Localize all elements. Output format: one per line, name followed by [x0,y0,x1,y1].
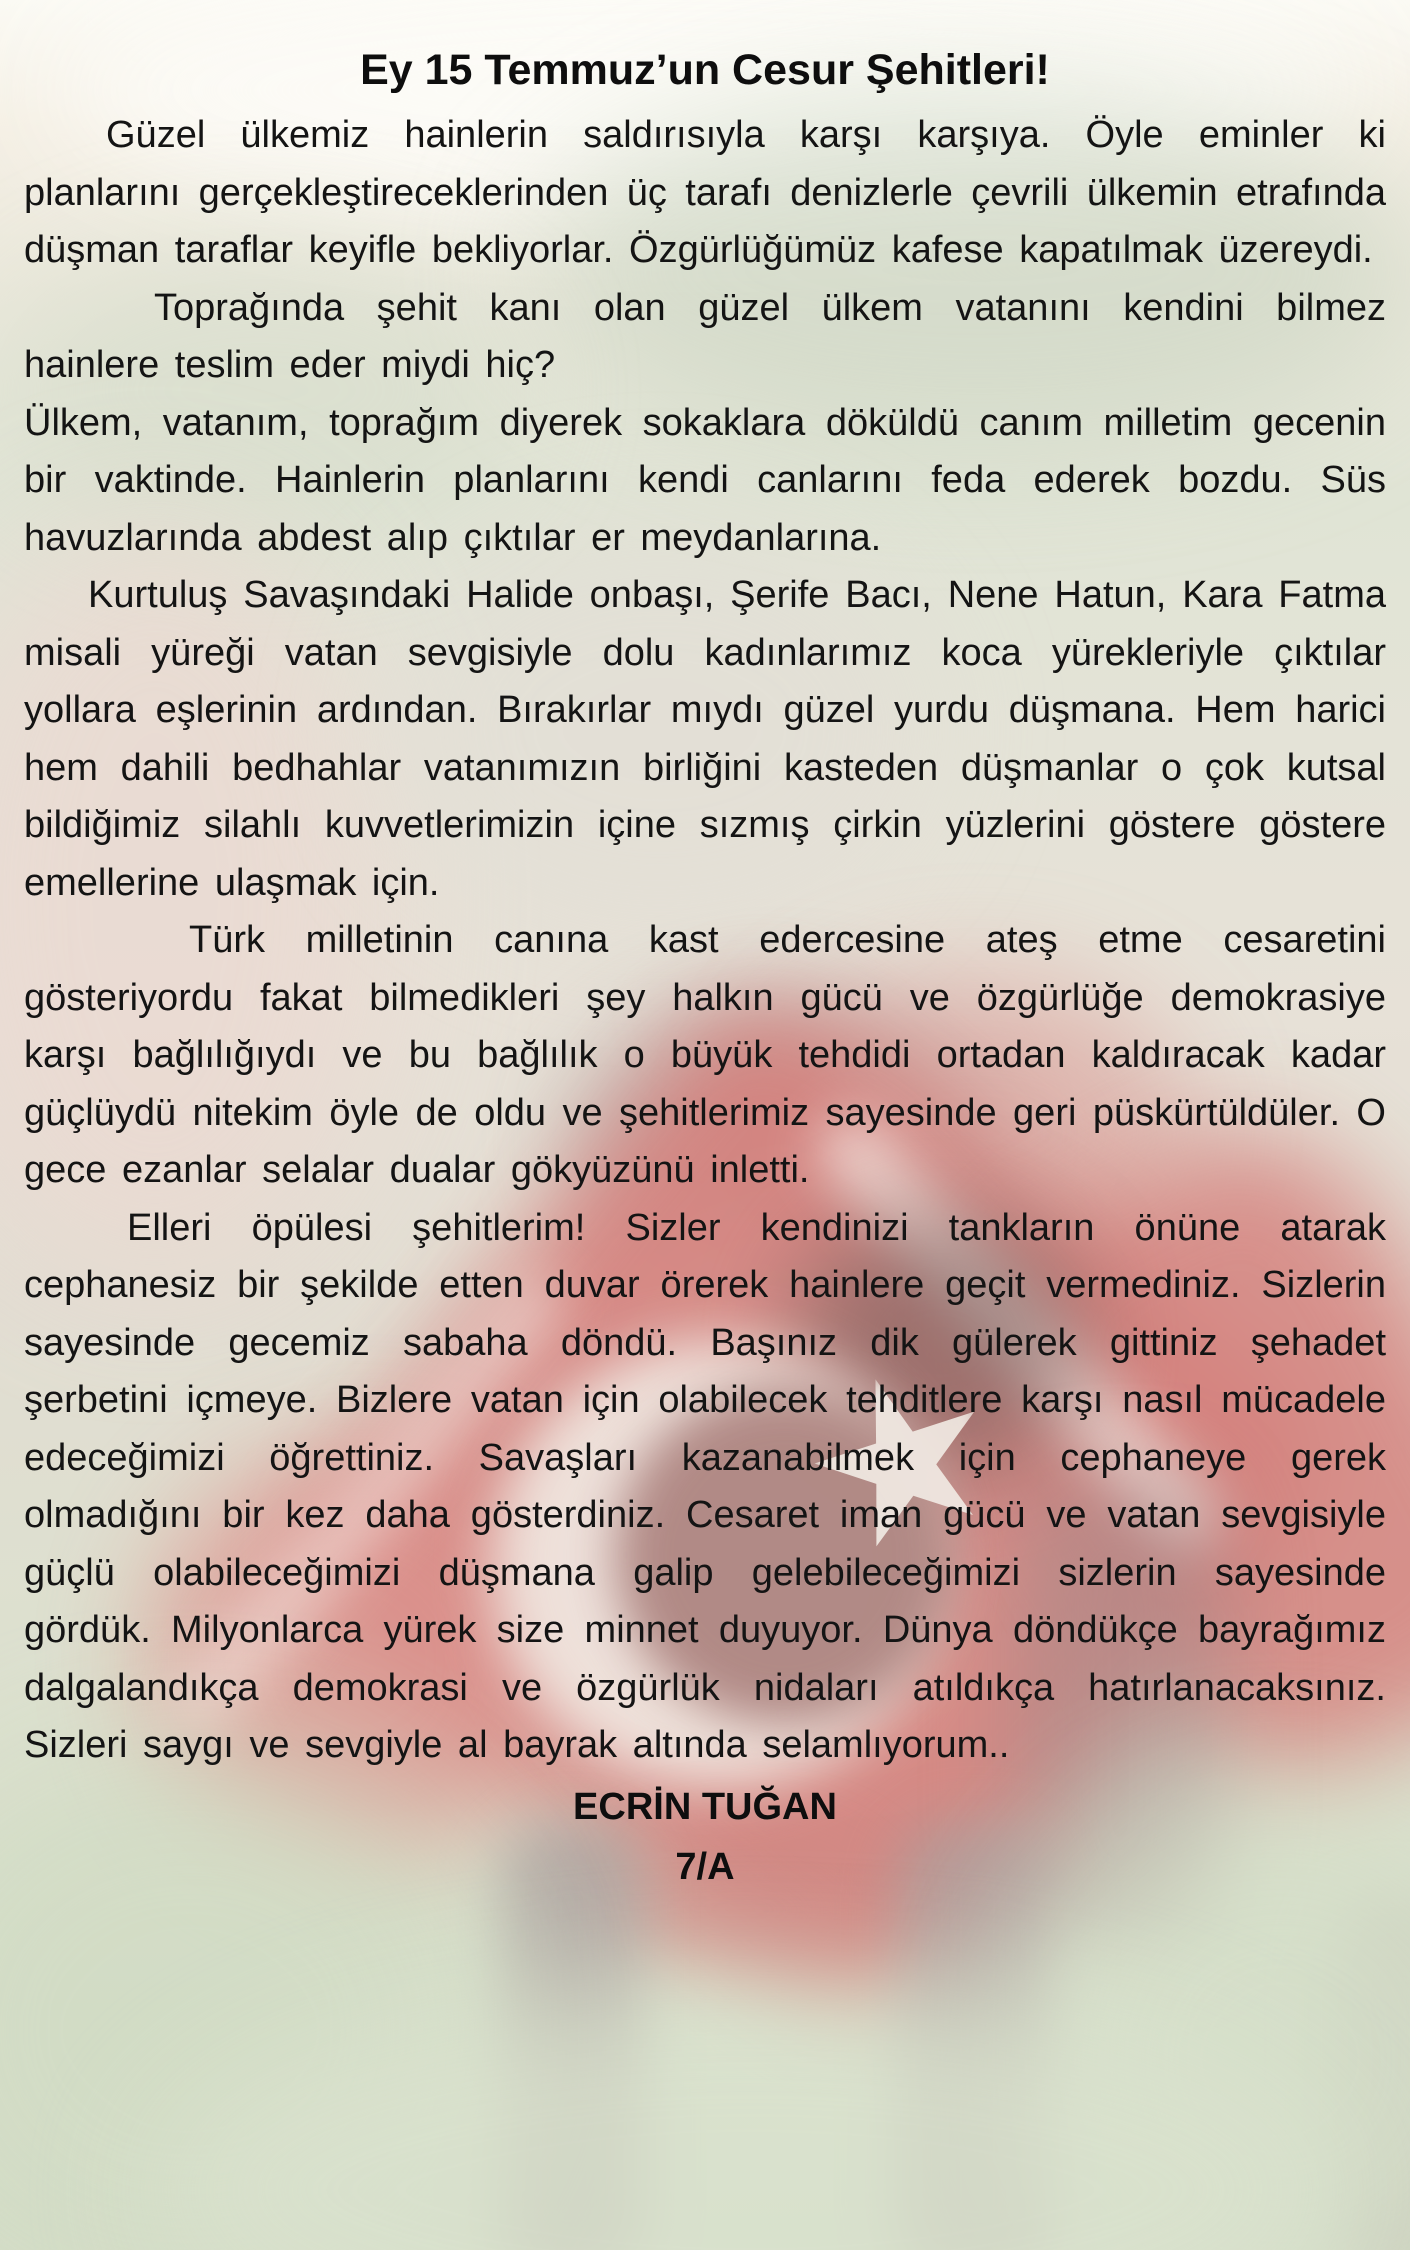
essay-paragraph-4: Kurtuluş Savaşındaki Halide onbaşı, Şerife Bacı, Nene Hatun, Kara Fatma misali yüreği vatan sevgisiyle dolu kadınlarımız koca yürekleriyle çıktılar yollara eşlerinin ardından. Bırakırlar mıydı güzel yurdu düşmana. Hem harici hem dahili bedhahlar vatanımızın birliğini kasteden düşmanlar o çok kutsal bildiğimiz silahlı kuvvetlerimizin içine sızmış çirkin yüzlerini göstere göstere emellerine ulaşmak için. [24,574,1386,904]
essay-paragraph-1: Güzel ülkemiz hainlerin saldırısıyla karşı karşıya. Öyle eminler ki planlarını gerçekleştireceklerinden üç tarafı denizlerle çevrili ülkemin etrafında düşman taraflar keyifle bekliyorlar. Özgürlüğümüz kafese kapatılmak üzereydi. [24,114,1386,271]
essay-paragraph-3: Ülkem, vatanım, toprağım diyerek sokaklara döküldü canım milletim gecenin bir vaktinde. Hainlerin planlarını kendi canlarını feda ederek bozdu. Süs havuzlarında abdest alıp çıktılar er meydanlarına. [24,401,1386,559]
essay-paragraph-5: Türk milletinin canına kast edercesine ateş etme cesaretini gösteriyordu fakat bilmedikleri şey halkın gücü ve özgürlüğe demokrasiye karşı bağlılığıydı ve bu bağlılık o büyük tehdidi ortadan kaldıracak kadar güçlüydü nitekim öyle de oldu ve şehitlerimiz sayesinde geri püskürtüldüler. O gece ezanlar selalar dualar gökyüzünü inletti. [24,919,1386,1191]
author-class: 7/A [675,1845,735,1888]
essay-paragraph-2: Toprağında şehit kanı olan güzel ülkem vatanını kendini bilmez hainlere teslim eder miydi hiç? [24,286,1386,386]
essay-title: Ey 15 Temmuz’un Cesur Şehitleri! [360,46,1050,94]
essay-paragraph-6: Elleri öpülesi şehitlerim! Sizler kendinizi tankların önüne atarak cephanesiz bir şekilde etten duvar örerek hainlere geçit vermediniz. Sizlerin sayesinde gecemiz sabaha döndü. Başınız dik gülerek gittiniz şehadet şerbetini içmeye. Bizlere vatan için olabilecek tehditlere karşı nasıl mücadele edeceğimizi öğrettiniz. Savaşları kazanabilmek için cephaneye gerek olmadığını bir kez daha gösterdiniz. Cesaret iman gücü ve vatan sevgisiyle güçlü olabileceğimizi düşmana galip gelebileceğimizi sizlerin sayesinde gördük. Milyonlarca yürek size minnet duyuyor. Dünya döndükçe bayrağımız dalgalandıkça demokrasi ve özgürlük nidaları atıldıkça hatırlanacaksınız. Sizleri saygı ve sevgiyle al bayrak altında selamlıyorum.. [24,1206,1386,1766]
author-name: ECRİN TUĞAN [573,1785,837,1828]
